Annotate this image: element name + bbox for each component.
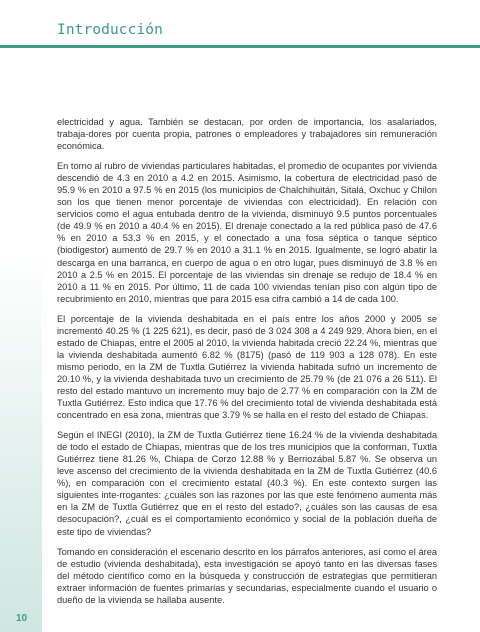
body-text xyxy=(57,116,437,614)
paragraph: El porcentaje de la vivienda deshabitada en el país entre los años 2000 y 2005 se incrementó 40.25 % (1 225 621), es decir, pasó de 3 024 308 a 4 249 929. Ahora bien, en el estado de Chiapas, entre el 2005 al 2010, la vivienda habitada creció 22.24 %, mientras que la vivienda deshabitada aumentó 6.82 % (8175) (pasó de 119 903 a 128 078). En este mismo periodo, en la ZM de Tuxtla Gutiérrez la vivienda habitada sufrió un incremento de 20.10 %, y la vivienda deshabitada tuvo un crecimiento de 25.79 % (de 21 076 a 26 511). El resto del estado mantuvo un incremento muy bajo de 2.77 % en comparación con la ZM de Tuxtla Gutiérrez. Esto indica que 17.76 % del crecimiento total de vivienda deshabitada está concentrado en esa zona, mientras que 3.79 % se halla en el resto del estado de Chiapas. xyxy=(57,313,437,421)
header-divider xyxy=(0,45,480,48)
page-number: 10 xyxy=(16,613,28,624)
paragraph: electricidad y agua. También se destacan, por orden de importancia, los asalariados, trabaja-dores por cuenta propia, patrones o empleadores y trabajadores sin remuneración económica. xyxy=(57,117,437,152)
paragraph: Tomando en consideración el escenario descrito en los párrafos anteriores, así como el área de estudio (vivienda deshabitada), esta investigación se apoyó tanto en las diversas fases del método científico como en la búsqueda y construcción de estrategias que permitieran extraer información de fuentes primarias y secundarias, especialmente cuando el usuario o dueño de la vivienda se hallaba ausente. xyxy=(57,546,437,605)
section-title: Introducción xyxy=(57,22,163,38)
paragraph: Según el INEGI (2010), la ZM de Tuxtla Gutiérrez tiene 16.24 % de la vivienda deshabitada de todo el estado de Chiapas, mientras que de los tres municipios que la conforman, Tuxtla Gutiérrez tiene 81.26 %, Chiapa de Corzo 12.88 % y Berriozábal 5.87 %. Se observa un leve ascenso del crecimiento de la vivienda deshabitada en la ZM de Tuxtla Gutiérrez (40.6 %), en comparación con el crecimiento estatal (40.3 %). En este contexto surgen las siguientes inte-rrogantes: ¿cuáles son las razones por las que este fenómeno aumenta más en la ZM de Tuxtla Gutiérrez que en el resto del estado?, ¿cuáles son las causas de esa desocupación?, ¿cuál es el comportamiento económico y social de la población dueña de este tipo de viviendas? xyxy=(57,430,437,537)
paragraph: En torno al rubro de viviendas particulares habitadas, el promedio de ocupantes por vivienda descendió de 4.3 en 2010 a 4.2 en 2015. Asimismo, la cobertura de electricidad pasó de 95.9 % en 2010 a 97.5 % en 2015 (los municipios de Chalchihuitán, Sitalá, Oxchuc y Chilon son los que tienen menor porcentaje de viviendas con electricidad). En relación con servicios como el agua entubada dentro de la vivienda, disminuyó 9.5 puntos porcentuales (de 49.9 % en 2010 a 40.4 % en 2015). El drenaje conectado a la red pública pasó de 47.6 % en 2010 a 53.3 % en 2015, y el conectado a una fosa séptica o tanque séptico (biodigestor) aumentó de 29.7 % en 2010 a 31.1 % en 2015. Igualmente, se logró abatir la descarga en una barranca, en cuerpo de agua o en otro lugar, pues disminuyó de 3.8 % en 2010 a 2.5 % en 2015. El porcentaje de las viviendas sin drenaje se redujo de 18.4 % en 2010 a 11 % en 2015. Por último, 11 de cada 100 viviendas tenían piso con algún tipo de recubrimiento en 2010, mientras que para 2015 esa cifra cambió a 14 de cada 100. xyxy=(57,161,437,304)
side-decorative-band xyxy=(0,48,42,632)
